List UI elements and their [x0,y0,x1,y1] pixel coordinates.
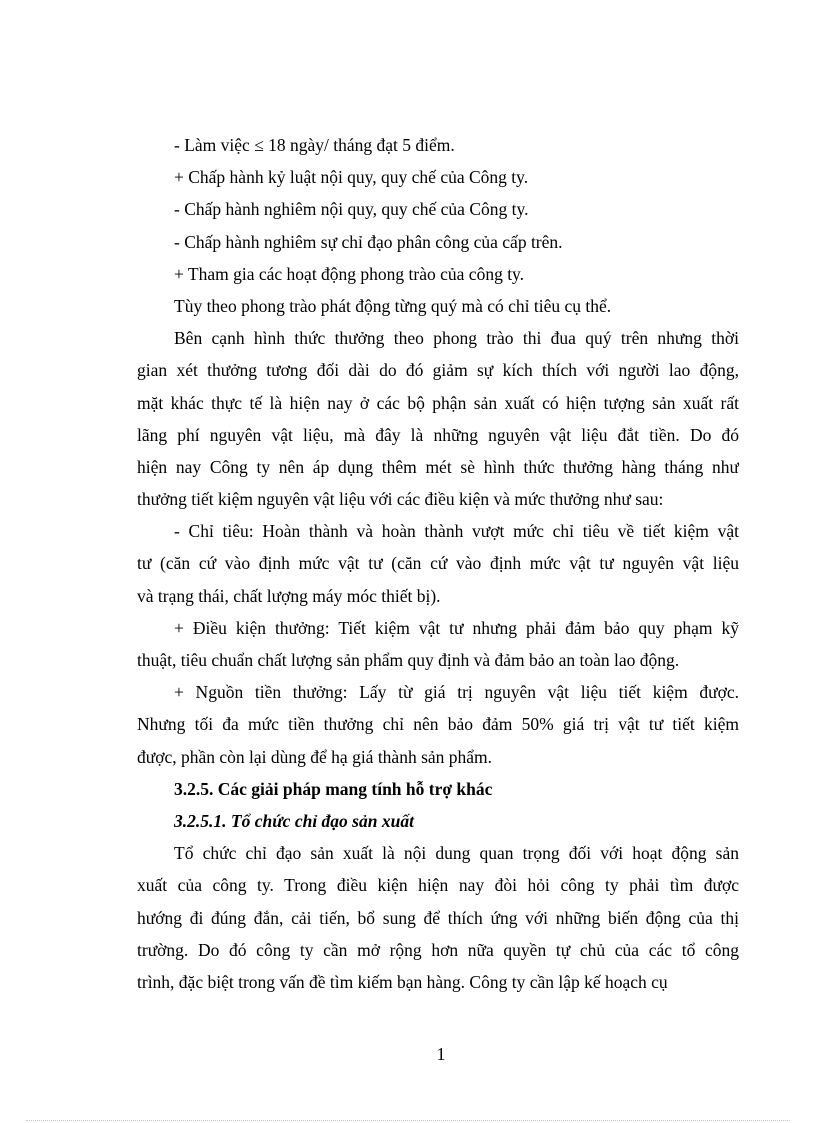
text-line: + Tham gia các hoạt động phong trào của công ty. [174,263,525,284]
body-text [137,129,739,998]
text-line: hướng đi đúng đắn, cải tiến, bổ sung để thích ứng với những biến động của thị [137,907,739,928]
text-line: xuất của công ty. Trong điều kiện hiện nay đòi hỏi công ty phải tìm được [137,875,739,896]
text-line: + Chấp hành kỷ luật nội quy, quy chế của Công ty. [174,167,529,188]
text-line: - Chấp hành nghiêm sự chỉ đạo phân công của cấp trên. [174,231,563,252]
page-number: 1 [436,1044,446,1064]
text-line: gian xét thưởng tương đối dài do đó giảm sự kích thích với người lao động, [137,360,739,381]
text-line: - Làm việc ≤ 18 ngày/ tháng đạt 5 điểm. [174,135,455,155]
text-line: Nhưng tối đa mức tiền thưởng chỉ nên bảo đảm 50% giá trị vật tư tiết kiệm [137,714,739,735]
text-line: Tổ chức chỉ đạo sản xuất là nội dung quan trọng đối với hoạt động sản [174,843,739,864]
text-line: Bên cạnh hình thức thưởng theo phong trào thi đua quý trên nhưng thời [174,328,739,349]
text-line: - Chỉ tiêu: Hoàn thành và hoàn thành vượt mức chỉ tiêu về tiết kiệm vật [174,521,739,542]
text-line: Tùy theo phong trào phát động từng quý mà có chỉ tiêu cụ thể. [174,295,612,316]
text-line: tư (căn cứ vào định mức vật tư (căn cứ vào định mức vật tư nguyên vật liệu [137,553,739,574]
text-line: + Nguồn tiền thưởng: Lấy từ giá trị nguyên vật liệu tiết kiệm được. [174,682,739,703]
text-line: thuật, tiêu chuẩn chất lượng sản phẩm quy định và đảm bảo an toàn lao động. [137,650,680,670]
text-line: thưởng tiết kiệm nguyên vật liệu với các điều kiện và mức thưởng như sau: [137,489,664,510]
text-line: được, phần còn lại dùng để hạ giá thành sản phẩm. [137,746,493,767]
text-line: lãng phí nguyên vật liệu, mà đây là những nguyên vật liệu đắt tiền. Do đó [137,424,739,445]
text-line: hiện nay Công ty nên áp dụng thêm mét sè hình thức thưởng hàng tháng như [137,456,739,477]
text-line: và trạng thái, chất lượng máy móc thiết bị). [137,585,441,606]
text-line: trình, đặc biệt trong vấn đề tìm kiếm bạn hàng. Công ty cần lập kế hoạch cụ [137,971,668,992]
text-line: + Điều kiện thưởng: Tiết kiệm vật tư nhưng phải đảm bảo quy phạm kỹ [174,617,739,638]
page-boundary-divider [26,1120,790,1121]
text-line: mặt khác thực tế là hiện nay ở các bộ phận sản xuất có hiện tượng sản xuất rất [137,392,739,413]
text-line: - Chấp hành nghiêm nội quy, quy chế của Công ty. [174,199,529,220]
subsection-heading: 3.2.5.1. Tổ chức chỉ đạo sản xuất [174,810,414,831]
section-heading: 3.2.5. Các giải pháp mang tính hỗ trợ khác [174,778,493,799]
text-line: trường. Do đó công ty cần mở rộng hơn nữa quyền tự chủ của các tổ công [137,939,739,960]
